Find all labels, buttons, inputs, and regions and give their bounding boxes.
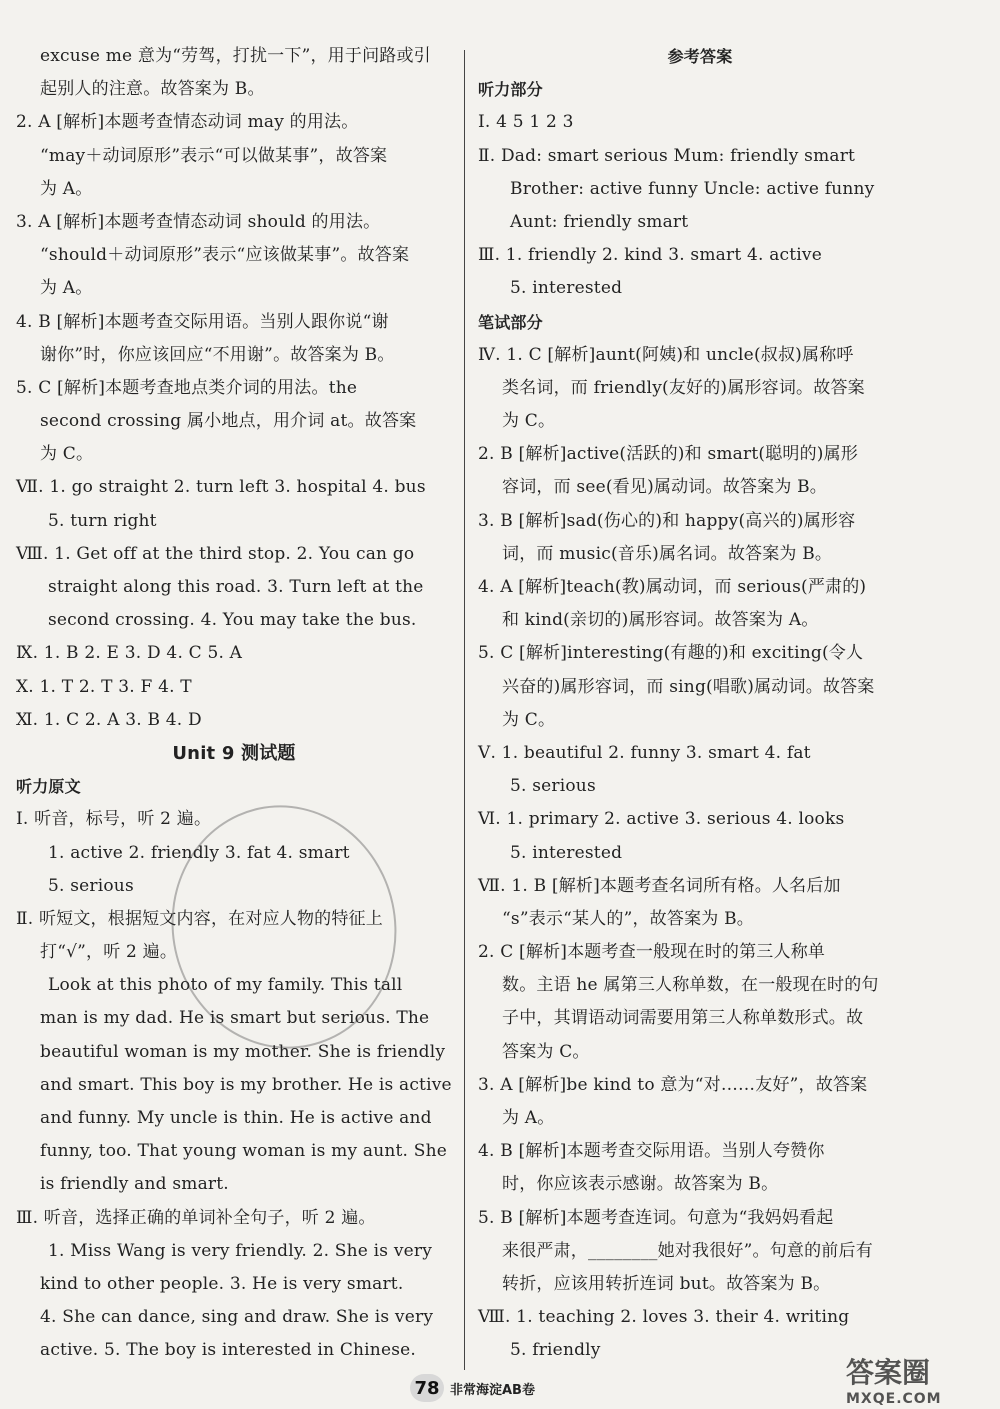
text-line: 为 A。 [40,278,93,299]
page-number: 78 [410,1374,444,1402]
text-line: 打“√”，听 2 遍。 [40,942,178,963]
text-line: 5. C [解析]本题考查地点类介词的用法。the [16,377,358,398]
text-line: straight along this road. 3. Turn left at the [48,577,424,597]
text-line: 听力部分 [478,80,543,100]
text-line: Ⅴ. 1. beautiful 2. funny 3. smart 4. fat [478,742,811,763]
text-line: Ⅱ. Dad: smart serious Mum: friendly smart [478,145,856,166]
text-line: kind to other people. 3. He is very smart. [40,1273,404,1294]
text-line: 时，你应该表示感谢。故答案为 B。 [502,1174,779,1195]
text-line: 为 A。 [40,178,93,199]
text-line: 4. B [解析]本题考查交际用语。当别人夸赞你 [478,1141,825,1162]
text-line: excuse me 意为“劳驾，打扰一下”，用于问路或引 [40,46,431,66]
text-line: Ⅲ. 1. friendly 2. kind 3. smart 4. active [478,245,822,266]
text-line: 2. B [解析]active(活跃的)和 smart(聪明的)属形 [478,444,859,465]
text-line: 谢你”时，你应该回应“不用谢”。故答案为 B。 [40,344,395,365]
text-line: 词，而 music(音乐)属名词。故答案为 B。 [502,543,833,564]
text-line: 数。主语 he 属第三人称单数，在一般现在时的句 [502,975,879,996]
text-line: 听力原文 [16,777,81,797]
text-line: Aunt: friendly smart [510,211,689,232]
text-line: 5. interested [510,842,623,863]
text-line: 为 C。 [40,444,94,465]
text-line: 5. B [解析]本题考查连词。句意为“我妈妈看起 [478,1207,834,1228]
text-line: 起别人的注意。故答案为 B。 [40,79,265,100]
text-line: Ⅰ. 听音，标号，听 2 遍。 [16,809,212,830]
text-line: 1. active 2. friendly 3. fat 4. smart [48,842,350,863]
text-line: Ⅺ. 1. C 2. A 3. B 4. D [16,709,202,730]
text-line: 和 kind(亲切的)属形容词。故答案为 A。 [502,610,819,631]
text-line: 1. Miss Wang is very friendly. 2. She is very [48,1240,433,1261]
series-title: 非常海淀AB卷 [450,1382,535,1398]
left-column [16,40,452,1368]
text-line: “should＋动词原形”表示“应该做某事”。故答案 [40,245,410,266]
text-line: 5. serious [510,776,596,797]
text-line: man is my dad. He is smart but serious. The [40,1008,430,1029]
logo-text: 答案圈 [846,1356,931,1389]
text-line: is friendly and smart. [40,1174,229,1195]
text-line: 转折，应该用转折连词 but。故答案为 B。 [502,1273,831,1294]
text-line: 4. She can dance, sing and draw. She is very [40,1307,434,1328]
text-line: Ⅸ. 1. B 2. E 3. D 4. C 5. A [16,643,243,664]
text-line: Ⅰ. 4 5 1 2 3 [478,112,574,133]
text-line: Look at this photo of my family. This tall [48,975,403,996]
text-line: 5. C [解析]interesting(有趣的)和 exciting(令人 [478,643,864,664]
text-line: “s”表示“某人的”，故答案为 B。 [502,908,754,929]
text-line: Ⅹ. 1. T 2. T 3. F 4. T [16,676,192,697]
text-line: 兴奋的)属形容词，而 sing(唱歌)属动词。故答案 [502,676,875,697]
text-line: Ⅶ. 1. B [解析]本题考查名词所有格。人名后加 [478,875,841,896]
text-line: 4. A [解析]teach(教)属动词，而 serious(严肃的) [478,577,867,597]
text-line: 3. A [解析]be kind to 意为“对……友好”，故答案 [478,1074,868,1095]
text-line: 参考答案 [667,47,733,66]
text-line: 为 C。 [502,411,556,432]
text-line: Unit 9 测试题 [172,742,296,764]
page-footer [410,1372,535,1404]
right-column [478,40,922,1368]
text-line: 3. A [解析]本题考查情态动词 should 的用法。 [16,211,381,232]
text-line: Ⅱ. 听短文，根据短文内容，在对应人物的特征上 [16,908,383,929]
text-line: 类名词，而 friendly(友好的)属形容词。故答案 [502,377,865,398]
text-line: 为 A。 [502,1108,555,1128]
text-line: 容词，而 see(看见)属动词。故答案为 B。 [502,477,828,498]
text-line: Ⅷ. 1. Get off at the third stop. 2. You can go [16,543,415,564]
text-line: Ⅷ. 1. teaching 2. loves 3. their 4. writing [478,1307,850,1328]
text-line: 3. B [解析]sad(伤心的)和 happy(高兴的)属形容 [478,510,856,531]
text-line: 5. friendly [510,1340,601,1361]
text-line: 答案为 C。 [502,1041,590,1062]
text-line: Ⅵ. 1. primary 2. active 3. serious 4. looks [478,809,845,830]
text-line: second crossing 属小地点，用介词 at。故答案 [40,411,417,432]
text-line: 4. B [解析]本题考查交际用语。当别人跟你说“谢 [16,311,389,332]
text-line: “may＋动词原形”表示“可以做某事”，故答案 [40,145,388,166]
text-line: 笔试部分 [478,312,543,332]
text-line: funny, too. That young woman is my aunt. She [40,1141,447,1162]
text-line: second crossing. 4. You may take the bus. [48,610,417,631]
text-line: 2. A [解析]本题考查情态动词 may 的用法。 [16,112,359,133]
text-line: 子中，其谓语动词需要用第三人称单数形式。故 [502,1008,864,1029]
text-line: 5. interested [510,278,623,299]
text-line: 5. serious [48,875,134,896]
text-line: 2. C [解析]本题考查一般现在时的第三人称单 [478,942,826,963]
text-line: beautiful woman is my mother. She is friendly [40,1041,446,1062]
site-logo [846,1351,986,1407]
text-line: Brother: active funny Uncle: active funny [510,178,875,199]
text-line: active. 5. The boy is interested in Chinese. [40,1340,417,1361]
text-line: and smart. This boy is my brother. He is active [40,1074,452,1095]
text-line: Ⅶ. 1. go straight 2. turn left 3. hospital 4. bus [16,477,426,498]
text-line: 为 C。 [502,709,556,730]
column-divider [464,50,465,1370]
text-line: and funny. My uncle is thin. He is active and [40,1108,432,1128]
text-line: Ⅲ. 听音，选择正确的单词补全句子，听 2 遍。 [16,1207,376,1228]
logo-subtext: MXQE.COM [846,1391,942,1407]
text-line: Ⅳ. 1. C [解析]aunt(阿姨)和 uncle(叔叔)属称呼 [478,344,854,365]
text-line: 来很严肃，________她对我很好”。句意的前后有 [502,1240,873,1261]
text-line: 5. turn right [48,510,157,531]
